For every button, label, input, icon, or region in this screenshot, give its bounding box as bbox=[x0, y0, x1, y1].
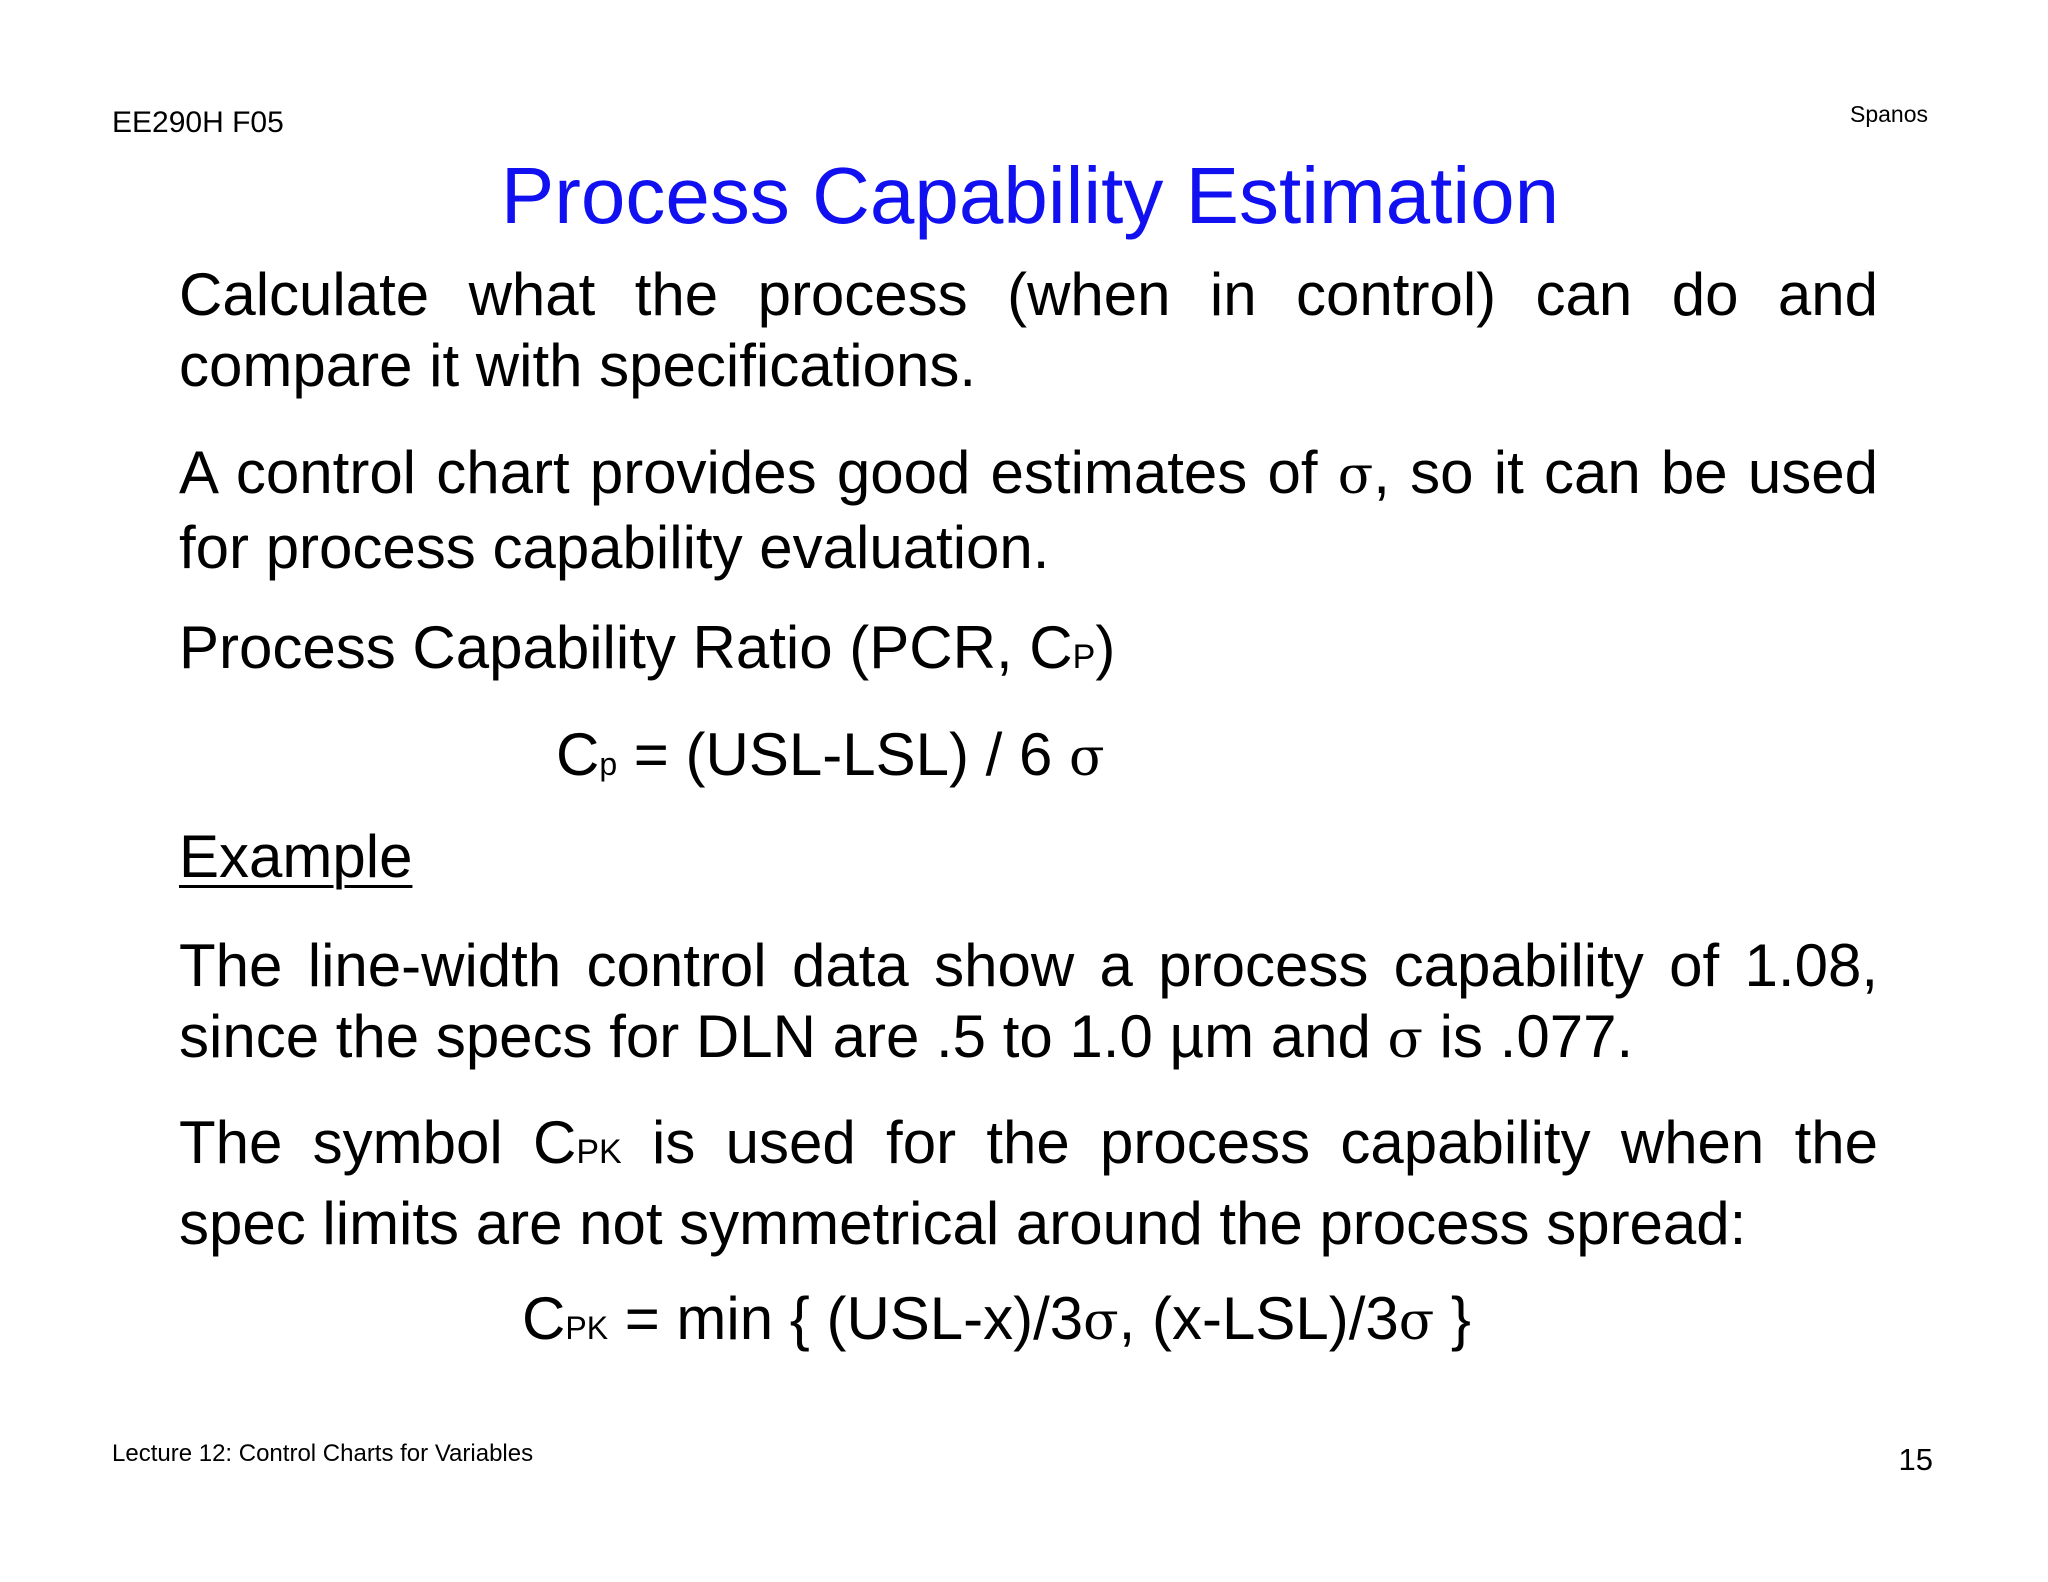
course-label: EE290H F05 bbox=[112, 106, 284, 139]
cp-formula bbox=[556, 720, 1105, 789]
text: The symbol C bbox=[179, 1109, 577, 1176]
paragraph-control-chart bbox=[179, 437, 1878, 583]
formula-subscript: PK bbox=[565, 1310, 609, 1346]
formula-subscript: p bbox=[599, 746, 618, 782]
subscript: P bbox=[1072, 638, 1096, 676]
text: Process Capability Ratio (PCR, C bbox=[179, 614, 1073, 681]
formula-base: C bbox=[556, 721, 600, 788]
text: ) bbox=[1095, 614, 1116, 681]
sigma-symbol: σ bbox=[1337, 446, 1374, 506]
formula-part: , (x-LSL)/3 bbox=[1118, 1285, 1399, 1352]
slide-title: Process Capability Estimation bbox=[500, 151, 1560, 240]
sigma-symbol: σ bbox=[1398, 1292, 1435, 1352]
text: A control chart provides good estimates of bbox=[179, 439, 1338, 506]
page-number: 15 bbox=[1898, 1442, 1933, 1477]
paragraph-cpk bbox=[179, 1107, 1878, 1259]
formula-rhs: = (USL-LSL) / 6 bbox=[617, 721, 1069, 788]
sigma-symbol: σ bbox=[1387, 1010, 1423, 1070]
text: is .077. bbox=[1423, 1003, 1634, 1070]
formula-part: } bbox=[1434, 1285, 1471, 1352]
author-label: Spanos bbox=[1849, 101, 1928, 127]
subscript: PK bbox=[576, 1133, 622, 1171]
formula-part: = min { (USL-x)/3 bbox=[608, 1285, 1084, 1352]
text: The line-width control data show a process capability of 1.08, since the specs for DLN are .5 to 1.0 µm and bbox=[179, 932, 1878, 1070]
text: is used for the process capability when the spec limits are not symmetrical around the process spread: bbox=[179, 1109, 1879, 1257]
footer-lecture: Lecture 12: Control Charts for Variables bbox=[112, 1440, 534, 1467]
example-heading: Example bbox=[179, 823, 413, 890]
paragraph-pcr bbox=[179, 612, 1878, 693]
paragraph-example bbox=[179, 930, 1878, 1076]
text: , so it can be used for process capability evaluation. bbox=[179, 439, 1878, 581]
formula-base: C bbox=[522, 1285, 566, 1352]
sigma-symbol: σ bbox=[1083, 1292, 1119, 1352]
paragraph-intro: Calculate what the process (when in control) can do and compare it with specifications. bbox=[179, 261, 1878, 399]
sigma-symbol: σ bbox=[1069, 728, 1105, 788]
cpk-formula bbox=[522, 1284, 1471, 1353]
